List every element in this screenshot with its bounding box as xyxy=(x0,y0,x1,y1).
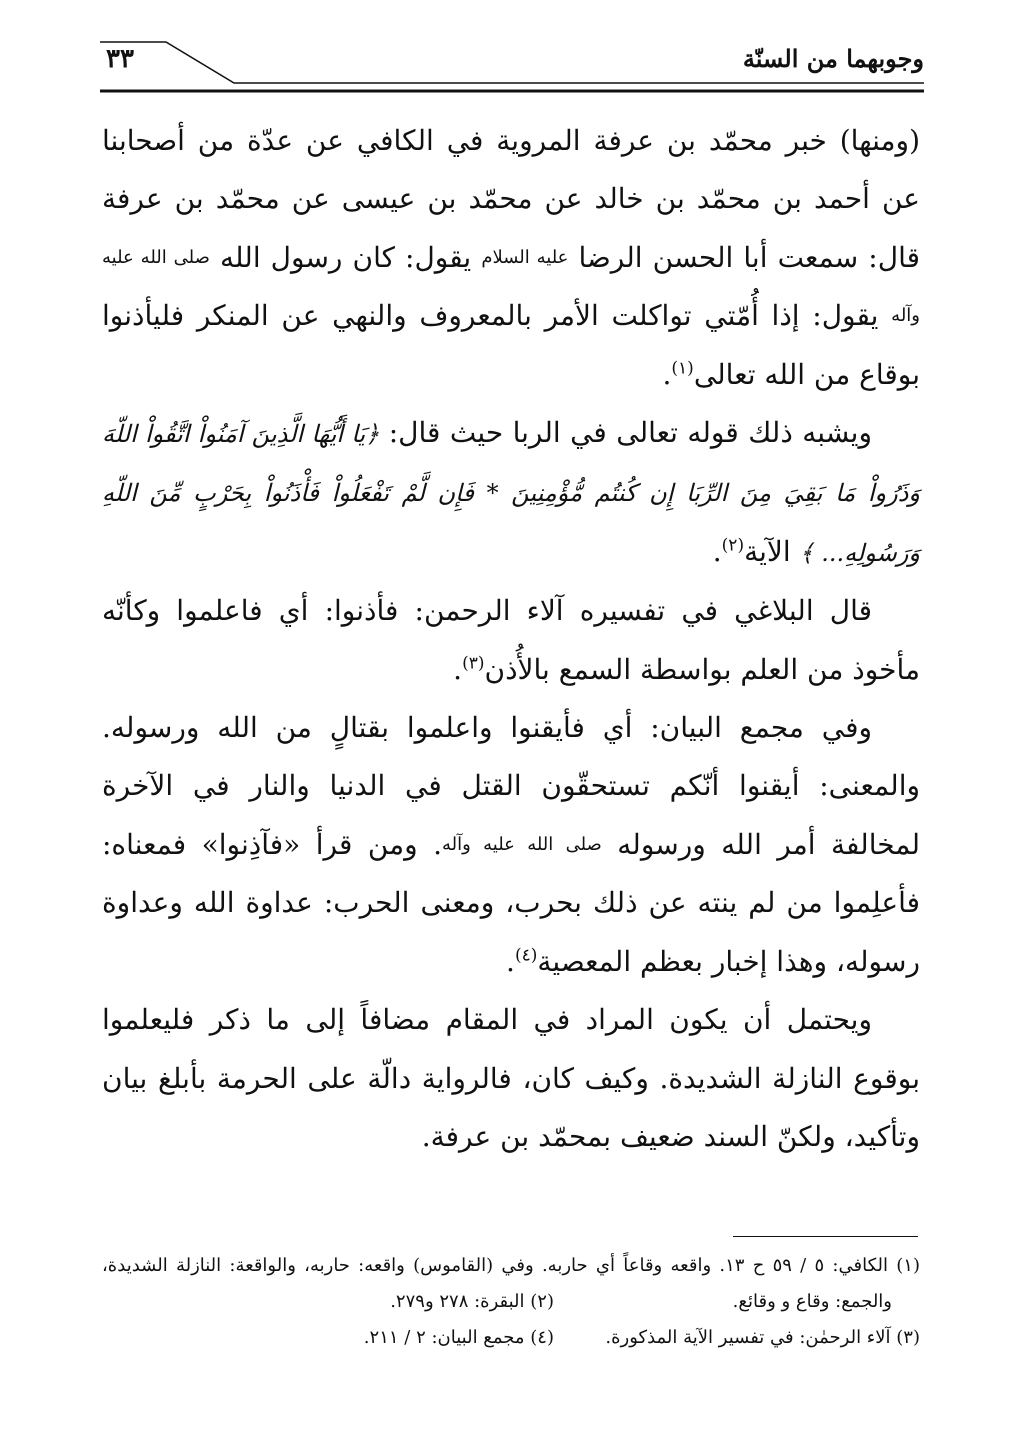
salawat-symbol: عليه السلام xyxy=(481,246,569,268)
paragraph-1 xyxy=(102,112,920,404)
footnote-1-continued: والجمع: وقاع و وقائع. xyxy=(732,1291,892,1312)
footnote-ref-3[interactable]: (٣) xyxy=(462,653,485,674)
header-title: وجوبهما من السنّة xyxy=(742,44,924,73)
paragraph-3-text: قال البلاغي في تفسيره آلاء الرحمن: فأذنوا: أي فاعلموا وكأنّه مأخوذ من العلم بواسطة السمع بالأُذن xyxy=(102,594,920,686)
footnote-ref-1[interactable]: (١) xyxy=(671,358,694,379)
salawat-symbol: صلى الله عليه وآله xyxy=(442,833,602,855)
paragraph-1-end: . xyxy=(662,357,672,391)
paragraph-1-text-c: يقول: إذا أُمّتي تواكلت الأمر بالمعروف والنهي عن المنكر فليأذنوا بوقاع من الله تعالى xyxy=(102,299,920,391)
paragraph-1-text-b: يقول: كان رسول الله xyxy=(220,240,472,274)
paragraph-4-text-b: . ومن قرأ «فآذِنوا» فمعناه: فأعلِموا من لم ينته عن ذلك بحرب، ومعنى الحرب: عداوة الله وعداوة رسوله، وهذا إخبار بعظم المعصية xyxy=(102,827,921,978)
paragraph-3-end: . xyxy=(453,652,463,686)
paragraph-5-text: ويحتمل أن يكون المراد في المقام مضافاً إلى ما ذكر فليعلموا بوقوع النازلة الشديدة. وكيف كان، فالرواية دالّة على الحرمة بأبلغ بيان وتأكيد، ولكنّ السند ضعيف بمحمّد بن عرفة. xyxy=(102,1003,920,1153)
paragraph-4 xyxy=(102,699,920,991)
quran-verse: ﴿يَا أَيُّهَا الَّذِينَ آمَنُواْ اتَّقُواْ اللّهَ وَذَرُواْ مَا بَقِيَ مِنَ الرِّبَا إِن كُنتُم مُّؤْمِنِينَ * فَإِن لَّمْ تَفْعَلُواْ فَأْذَنُواْ بِحَرْبٍ مِّنَ اللّهِ وَرَسُولِهِ... ﴾ xyxy=(102,420,920,567)
paragraph-1-text: (ومنها) خبر محمّد بن عرفة المروية في الكافي عن عدّة من أصحابنا عن أحمد بن محمّد بن خالد عن محمّد بن عيسى عن محمّد بن عرفة قال: سمعت أبا الحسن الرضا xyxy=(102,124,920,274)
paragraph-5 xyxy=(102,991,920,1166)
salawat-symbol: صلى الله عليه وآله xyxy=(102,246,920,327)
footnote-ref-4[interactable]: (٤) xyxy=(514,945,538,966)
running-header xyxy=(100,30,924,100)
paragraph-4-text: وفي مجمع البيان: أي فأيقنوا واعلموا بقتالٍ من الله ورسوله. والمعنى: أيقنوا أنّكم تستحقّون القتل في الدنيا والنار في الآخرة لمخالفة أمر الله ورسوله xyxy=(102,711,921,861)
footnote-line-3 xyxy=(102,1320,920,1356)
footnote-line-2 xyxy=(102,1284,920,1320)
paragraph-2-text-b: الآية xyxy=(744,534,791,568)
paragraph-2 xyxy=(102,404,920,582)
footnote-3: (٣) آلاء الرحمٰن: في تفسير الآية المذكورة. xyxy=(605,1327,920,1348)
paragraph-2-end: . xyxy=(712,534,722,568)
footnote-1: (١) الكافي: ٥ / ٥٩ ح ١٣. واقعه وقاعاً أي حاربه. وفي (القاموس) واقعه: حاربه، والواقعة: النازلة الشديدة، xyxy=(102,1255,920,1276)
main-text xyxy=(102,112,920,1202)
footnote-2: (٢) البقرة: ٢٧٨ و٢٧٩. xyxy=(390,1291,554,1312)
footnote-ref-2[interactable]: (٢) xyxy=(721,535,745,556)
footnotes xyxy=(102,1248,920,1356)
page-number: ٣٣ xyxy=(106,44,134,74)
paragraph-3 xyxy=(102,582,920,699)
footnote-separator xyxy=(733,1236,918,1237)
paragraph-2-text: ويشبه ذلك قوله تعالى في الربا حيث قال: xyxy=(388,416,872,450)
footnote-4: (٤) مجمع البيان: ٢ / ٢١١. xyxy=(363,1327,554,1348)
paragraph-4-end: . xyxy=(506,944,515,978)
footnote-line-1 xyxy=(102,1248,920,1284)
